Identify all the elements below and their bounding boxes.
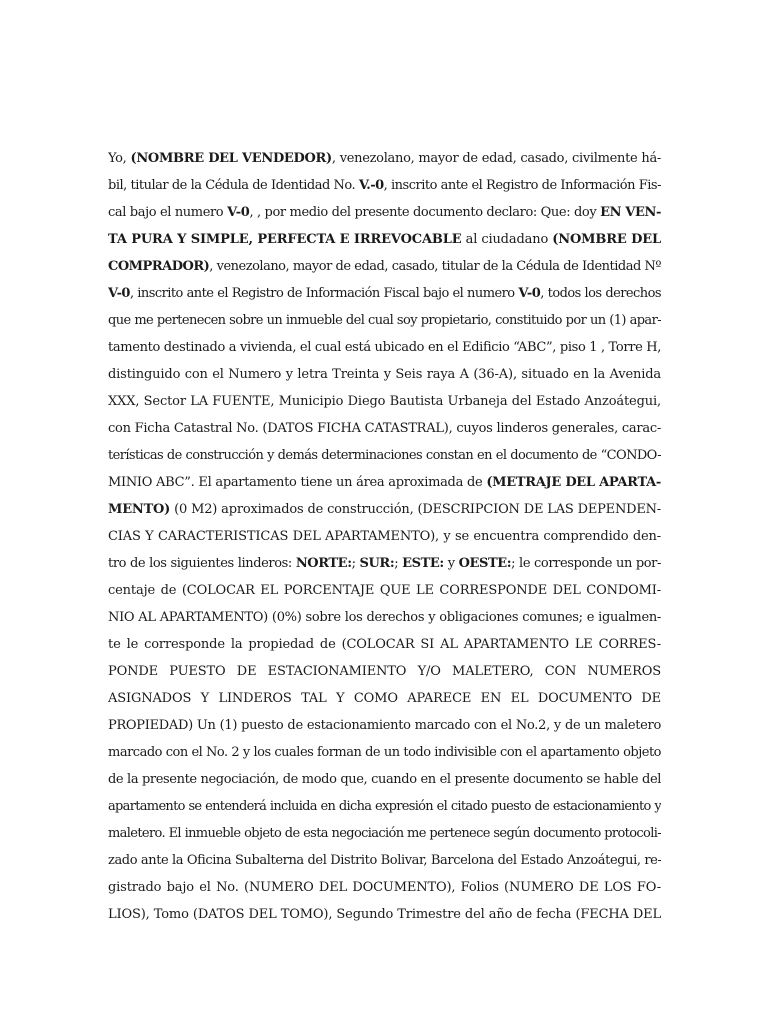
bold-text-segment: ESTE: bbox=[402, 556, 444, 571]
document-line bbox=[108, 199, 661, 226]
text-segment: y bbox=[443, 556, 459, 571]
document-line bbox=[108, 820, 661, 847]
text-segment: LIOS), Tomo (DATOS DEL TOMO), Segundo Trimestre del año de fecha (FECHA DEL bbox=[108, 907, 661, 922]
text-segment: , todos los derechos bbox=[540, 286, 661, 301]
bold-text-segment: V-0 bbox=[108, 286, 130, 301]
document-line bbox=[108, 766, 661, 793]
text-segment: Yo, bbox=[108, 151, 131, 166]
bold-text-segment: OESTE: bbox=[458, 556, 512, 571]
document-line bbox=[108, 658, 661, 685]
text-segment: NIO AL APARTAMENTO) (0%) sobre los derechos y obligaciones comunes; e igualmen- bbox=[108, 610, 661, 625]
text-segment: gistrado bajo el No. (NUMERO DEL DOCUMENTO), Folios (NUMERO DE LOS FO- bbox=[108, 880, 661, 895]
text-segment: XXX, Sector LA FUENTE, Municipio Diego Bautista Urbaneja del Estado Anzoátegui, bbox=[108, 394, 661, 409]
text-segment: tro de los siguientes linderos: bbox=[108, 556, 296, 571]
text-segment: te le corresponde la propiedad de (COLOCAR SI AL APARTAMENTO LE CORRES- bbox=[108, 637, 661, 652]
document-line bbox=[108, 415, 661, 442]
text-segment: zado ante la Oficina Subalterna del Distrito Bolivar, Barcelona del Estado Anzoátegui, re- bbox=[108, 853, 661, 868]
text-segment: marcado con el No. 2 y los cuales forman de un todo indivisible con el apartamento objeto bbox=[108, 745, 661, 760]
text-segment: (0 M2) aproximados de construcción, (DESCRIPCION DE LAS DEPENDEN- bbox=[170, 502, 661, 517]
bold-text-segment: V-0 bbox=[227, 205, 250, 220]
text-segment: al ciudadano bbox=[461, 232, 553, 247]
text-segment: ; le corresponde un por- bbox=[511, 556, 661, 571]
text-segment: , inscrito ante el Registro de Información Fis- bbox=[383, 178, 661, 193]
document-line bbox=[108, 469, 661, 496]
document-line bbox=[108, 442, 661, 469]
bold-text-segment: (NOMBRE DEL VENDEDOR) bbox=[130, 151, 332, 166]
text-segment: , inscrito ante el Registro de Información Fiscal bajo el numero bbox=[129, 286, 519, 301]
document-line bbox=[108, 739, 661, 766]
bold-text-segment: TA PURA Y SIMPLE, PERFECTA E IRREVOCABLE bbox=[108, 232, 462, 247]
text-segment: apartamento se entenderá incluida en dicha expresión el citado puesto de estacionamiento y bbox=[108, 799, 661, 814]
text-segment: CIAS Y CARACTERISTICAS DEL APARTAMENTO), y se encuentra comprendido den- bbox=[108, 529, 661, 544]
document-line bbox=[108, 280, 661, 307]
text-segment: ; bbox=[394, 556, 403, 571]
document-line bbox=[108, 523, 661, 550]
document-line bbox=[108, 361, 661, 388]
document-line bbox=[108, 388, 661, 415]
text-segment: , venezolano, mayor de edad, casado, civilmente há- bbox=[331, 151, 661, 166]
bold-text-segment: V-0 bbox=[518, 286, 541, 301]
text-segment: de la presente negociación, de modo que, cuando en el presente documento se hable del bbox=[108, 772, 661, 787]
text-segment: bil, titular de la Cédula de Identidad No. bbox=[108, 178, 359, 193]
bold-text-segment: NORTE: bbox=[295, 556, 352, 571]
text-segment: , , por medio del presente documento declaro: Que: doy bbox=[249, 205, 601, 220]
document-line bbox=[108, 307, 661, 334]
text-segment: cal bajo el numero bbox=[108, 205, 228, 220]
bold-text-segment: (METRAJE DEL APARTA- bbox=[486, 475, 661, 490]
document-line bbox=[108, 550, 661, 577]
text-segment: con Ficha Catastral No. (DATOS FICHA CATASTRAL), cuyos linderos generales, carac- bbox=[108, 421, 661, 436]
text-segment: ASIGNADOS Y LINDEROS TAL Y COMO APARECE EN EL DOCUMENTO DE bbox=[108, 691, 661, 706]
text-segment: PONDE PUESTO DE ESTACIONAMIENTO Y/O MALETERO, CON NUMEROS bbox=[108, 664, 661, 679]
bold-text-segment: (NOMBRE DEL bbox=[552, 232, 661, 247]
text-segment: terísticas de construcción y demás determinaciones constan en el documento de “CONDO- bbox=[108, 448, 661, 463]
document-line bbox=[108, 496, 661, 523]
document-line bbox=[108, 604, 661, 631]
document-line bbox=[108, 631, 661, 658]
document-line bbox=[108, 874, 661, 901]
document-line bbox=[108, 847, 661, 874]
bold-text-segment: COMPRADOR) bbox=[108, 259, 210, 274]
document-line bbox=[108, 334, 661, 361]
text-segment: ; bbox=[351, 556, 360, 571]
document-body bbox=[108, 145, 661, 928]
document-line bbox=[108, 226, 661, 253]
document-line bbox=[108, 901, 661, 928]
text-segment: , venezolano, mayor de edad, casado, titular de la Cédula de Identidad Nº bbox=[209, 259, 661, 274]
text-segment: maletero. El inmueble objeto de esta negociación me pertenece según documento protocoli- bbox=[108, 826, 661, 841]
document-line bbox=[108, 793, 661, 820]
bold-text-segment: SUR: bbox=[359, 556, 395, 571]
document-line bbox=[108, 145, 661, 172]
text-segment: que me pertenecen sobre un inmueble del cual soy propietario, constituido por un (1) apar- bbox=[108, 313, 661, 328]
document-line bbox=[108, 577, 661, 604]
text-segment: centaje de (COLOCAR EL PORCENTAJE QUE LE CORRESPONDE DEL CONDOMI- bbox=[108, 583, 661, 598]
text-segment: distinguido con el Numero y letra Treinta y Seis raya A (36-A), situado en la Avenida bbox=[108, 367, 661, 382]
text-segment: tamento destinado a vivienda, el cual está ubicado en el Edificio “ABC”, piso 1 , Torre H, bbox=[108, 340, 661, 355]
document-line bbox=[108, 253, 661, 280]
text-segment: PROPIEDAD) Un (1) puesto de estacionamiento marcado con el No.2, y de un maletero bbox=[108, 718, 661, 733]
document-line bbox=[108, 172, 661, 199]
bold-text-segment: EN VEN- bbox=[600, 205, 661, 220]
bold-text-segment: V.-0 bbox=[358, 178, 384, 193]
document-line bbox=[108, 685, 661, 712]
bold-text-segment: MENTO) bbox=[108, 502, 171, 517]
text-segment: MINIO ABC”. El apartamento tiene un área aproximada de bbox=[108, 475, 487, 490]
document-line bbox=[108, 712, 661, 739]
